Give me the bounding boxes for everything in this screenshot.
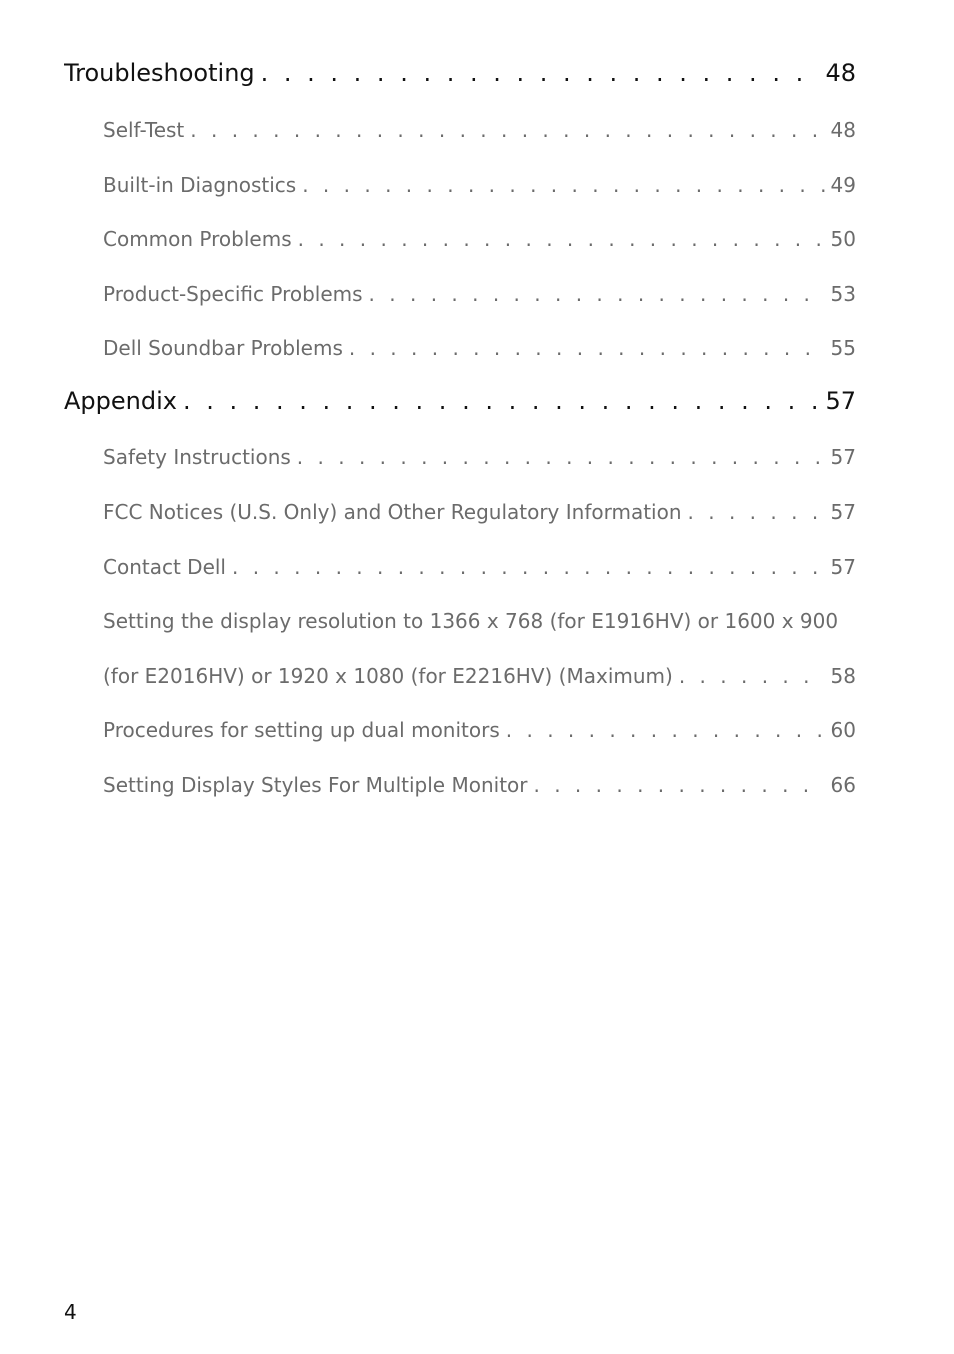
dot-leader (369, 282, 825, 306)
toc-entry-display-resolution[interactable] (103, 664, 856, 688)
toc-entry-title: Self-Test (103, 118, 185, 142)
toc-entry-page: 53 (830, 282, 856, 306)
toc-entry-display-styles[interactable] (103, 773, 856, 797)
toc-entry-title: Product-Specific Problems (103, 282, 363, 306)
toc-entry-title: Common Problems (103, 227, 292, 251)
toc-entry-page: 66 (830, 773, 856, 797)
dot-leader (534, 773, 825, 797)
toc-entry-page: 50 (830, 227, 856, 251)
toc-entry-dell-soundbar-problems[interactable] (103, 336, 856, 360)
toc-entry-title: Appendix (64, 387, 177, 415)
dot-leader (232, 555, 825, 579)
page-number: 4 (64, 1300, 77, 1324)
dot-leader (302, 173, 824, 197)
toc-entry-title: Setting Display Styles For Multiple Monitor (103, 773, 528, 797)
toc-entry-title: FCC Notices (U.S. Only) and Other Regulatory Information (103, 500, 682, 524)
toc-entry-title: Safety Instructions (103, 445, 291, 469)
toc-entry-troubleshooting[interactable] (64, 59, 856, 87)
toc-entry-appendix[interactable] (64, 387, 856, 415)
toc-entry-self-test[interactable] (103, 118, 856, 142)
dot-leader (349, 336, 825, 360)
toc-entry-title: Troubleshooting (64, 59, 255, 87)
toc-entry-title: Procedures for setting up dual monitors (103, 718, 500, 742)
toc-entry-title: Contact Dell (103, 555, 226, 579)
toc-entry-page: 57 (825, 387, 856, 415)
toc-entry-page: 58 (830, 664, 856, 688)
toc-entry-page: 48 (825, 59, 856, 87)
dot-leader (506, 718, 825, 742)
toc-entry-page: 49 (830, 173, 856, 197)
dot-leader (261, 59, 820, 87)
toc-entry-title: Built-in Diagnostics (103, 173, 297, 197)
toc-entry-page: 48 (830, 118, 856, 142)
toc-entry-product-specific-problems[interactable] (103, 282, 856, 306)
dot-leader (688, 500, 825, 524)
dot-leader (298, 227, 825, 251)
dot-leader (679, 664, 825, 688)
toc-entry-page: 57 (830, 555, 856, 579)
toc-entry-title: (for E2016HV) or 1920 x 1080 (for E2216HV) (Maximum) (103, 664, 673, 688)
toc-entry-dual-monitors[interactable] (103, 718, 856, 742)
toc-entry-page: 57 (830, 500, 856, 524)
toc-entry-common-problems[interactable] (103, 227, 856, 251)
toc-entry-page: 60 (830, 718, 856, 742)
dot-leader (190, 118, 824, 142)
toc-entry-contact-dell[interactable] (103, 555, 856, 579)
dot-leader (297, 445, 825, 469)
toc-entry-safety-instructions[interactable] (103, 445, 856, 469)
toc-entry-page: 55 (830, 336, 856, 360)
dot-leader (183, 387, 819, 415)
toc-entry-title: Dell Soundbar Problems (103, 336, 343, 360)
toc-entry-fcc-notices[interactable] (103, 500, 856, 524)
toc-entry-display-resolution-line1[interactable]: Setting the display resolution to 1366 x 768 (for E1916HV) or 1600 x 900 (103, 609, 839, 633)
toc-entry-built-in-diagnostics[interactable] (103, 173, 856, 197)
toc-entry-page: 57 (830, 445, 856, 469)
